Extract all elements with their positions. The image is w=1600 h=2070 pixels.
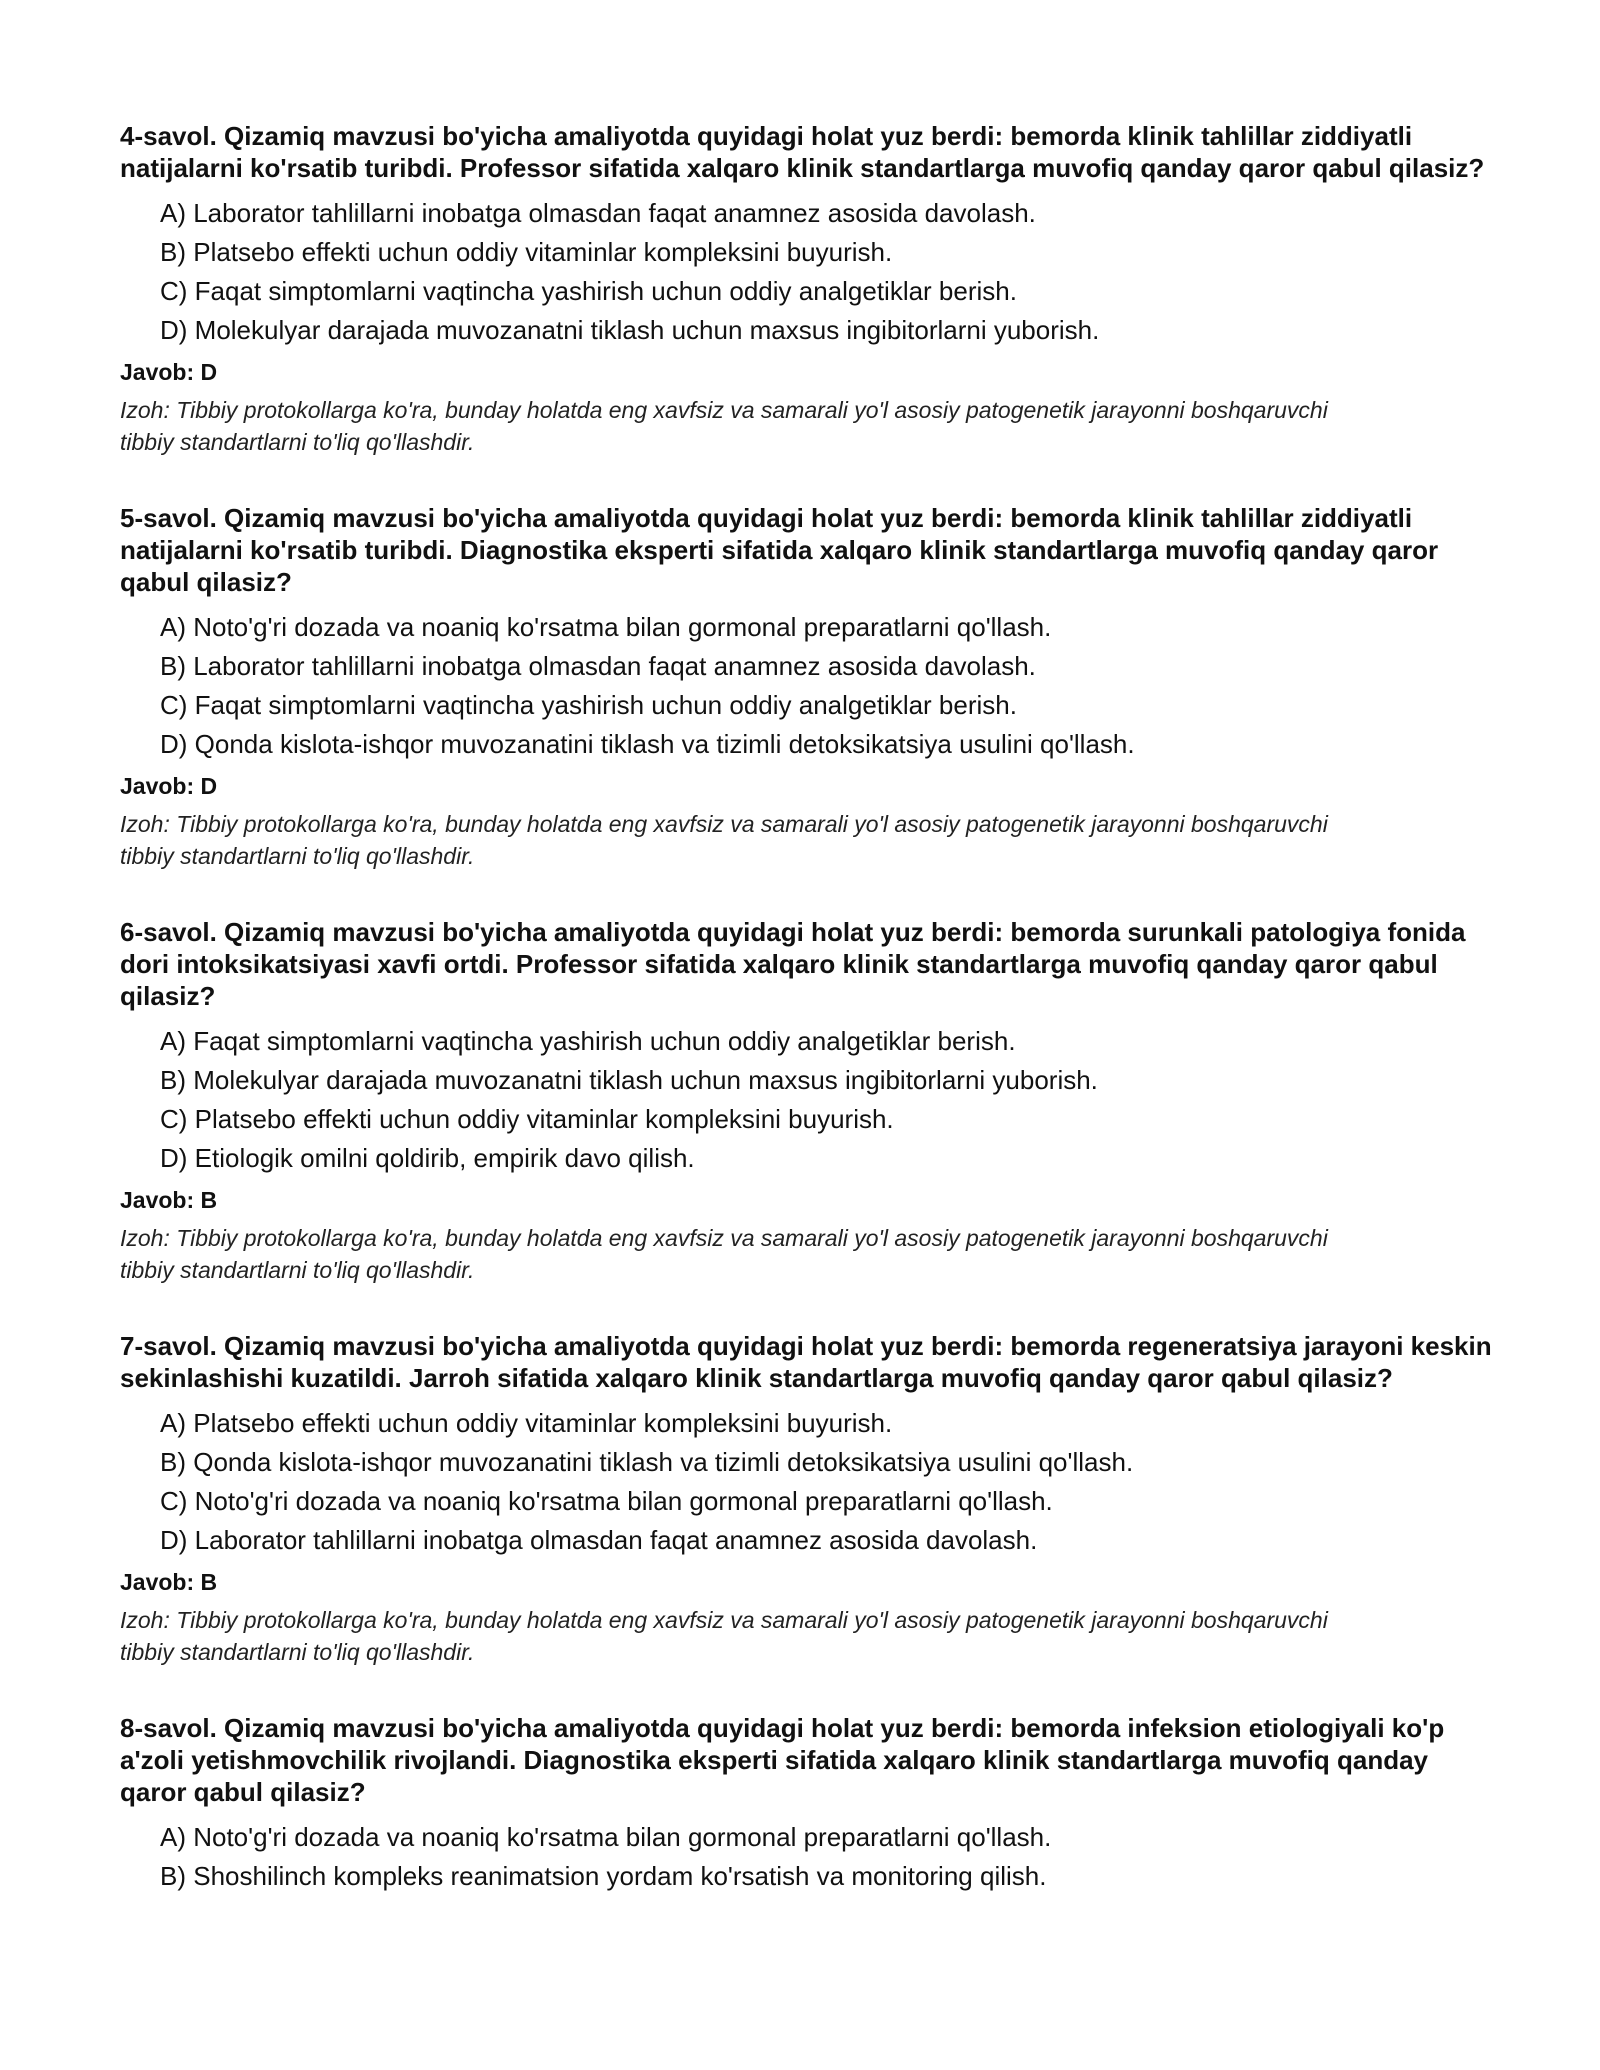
explanation-note: Izoh: Tibbiy protokollarga ko'ra, bunday holatda eng xavfsiz va samarali yo'l asosiy patogenetik jarayonni boshqaruvchi tibbiy standartlarni to'liq qo'llashdir. [120,1225,1328,1283]
question-title: 5-savol. Qizamiq mavzusi bo'yicha amaliyotda quyidagi holat yuz berdi: bemorda klinik tahlillar ziddiyatli natijalarni ko'rsatib turibdi. Diagnostika eksperti sifatida xalqaro klinik standartlarga muvofiq qanday qaror qabul qilasiz? [120,503,1439,597]
question-block [120,916,1500,1286]
option-b: B) Platsebo effekti uchun oddiy vitaminlar kompleksini buyurish. [160,237,893,267]
question-block [120,1330,1500,1668]
option-d: D) Qonda kislota-ishqor muvozanatini tiklash va tizimli detoksikatsiya usulini qo'llash. [160,729,1135,759]
option-list [120,1818,1500,1896]
option-c: C) Faqat simptomlarni vaqtincha yashirish uchun oddiy analgetiklar berish. [160,690,1017,720]
answer-label: Javob: B [120,1187,218,1213]
option-b: B) Molekulyar darajada muvozanatni tiklash uchun maxsus ingibitorlarni yuborish. [160,1065,1098,1095]
option-d: D) Molekulyar darajada muvozanatni tiklash uchun maxsus ingibitorlarni yuborish. [160,315,1100,345]
explanation-note: Izoh: Tibbiy protokollarga ko'ra, bunday holatda eng xavfsiz va samarali yo'l asosiy patogenetik jarayonni boshqaruvchi tibbiy standartlarni to'liq qo'llashdir. [120,811,1328,869]
question-title: 8-savol. Qizamiq mavzusi bo'yicha amaliyotda quyidagi holat yuz berdi: bemorda infeksion etiologiyali ko'p a'zoli yetishmovchilik rivojlandi. Diagnostika eksperti sifatida xalqaro klinik standartlarga muvofiq qanday qaror qabul qilasiz? [120,1713,1445,1807]
option-list [120,194,1500,350]
option-c: C) Noto'g'ri dozada va noaniq ko'rsatma bilan gormonal preparatlarni qo'llash. [160,1486,1053,1516]
option-d: D) Laborator tahlillarni inobatga olmasdan faqat anamnez asosida davolash. [160,1525,1038,1555]
option-b: B) Qonda kislota-ishqor muvozanatini tiklash va tizimli detoksikatsiya usulini qo'llash. [160,1447,1134,1477]
option-d: D) Etiologik omilni qoldirib, empirik davo qilish. [160,1143,695,1173]
option-list [120,1404,1500,1560]
option-list [120,608,1500,764]
option-a: A) Laborator tahlillarni inobatga olmasdan faqat anamnez asosida davolash. [160,198,1036,228]
answer-label: Javob: B [120,1569,218,1595]
explanation-note: Izoh: Tibbiy protokollarga ko'ra, bunday holatda eng xavfsiz va samarali yo'l asosiy patogenetik jarayonni boshqaruvchi tibbiy standartlarni to'liq qo'llashdir. [120,397,1328,455]
answer-label: Javob: D [120,359,218,385]
question-block [120,502,1500,872]
question-title: 7-savol. Qizamiq mavzusi bo'yicha amaliyotda quyidagi holat yuz berdi: bemorda regeneratsiya jarayoni keskin sekinlashishi kuzatildi. Jarroh sifatida xalqaro klinik standartlarga muvofiq qanday qaror qabul qilasiz? [120,1331,1492,1393]
question-block [120,1712,1500,1896]
option-a: A) Noto'g'ri dozada va noaniq ko'rsatma bilan gormonal preparatlarni qo'llash. [160,612,1052,642]
option-b: B) Shoshilinch kompleks reanimatsion yordam ko'rsatish va monitoring qilish. [160,1861,1047,1891]
option-a: A) Noto'g'ri dozada va noaniq ko'rsatma bilan gormonal preparatlarni qo'llash. [160,1822,1052,1852]
explanation-note: Izoh: Tibbiy protokollarga ko'ra, bunday holatda eng xavfsiz va samarali yo'l asosiy patogenetik jarayonni boshqaruvchi tibbiy standartlarni to'liq qo'llashdir. [120,1607,1328,1665]
answer-label: Javob: D [120,773,218,799]
question-title: 6-savol. Qizamiq mavzusi bo'yicha amaliyotda quyidagi holat yuz berdi: bemorda surunkali patologiya fonida dori intoksikatsiyasi xavfi ortdi. Professor sifatida xalqaro klinik standartlarga muvofiq qanday qaror qabul qilasiz? [120,917,1466,1011]
question-block [120,120,1500,458]
option-a: A) Faqat simptomlarni vaqtincha yashirish uchun oddiy analgetiklar berish. [160,1026,1016,1056]
option-b: B) Laborator tahlillarni inobatga olmasdan faqat anamnez asosida davolash. [160,651,1036,681]
option-list [120,1022,1500,1178]
question-title: 4-savol. Qizamiq mavzusi bo'yicha amaliyotda quyidagi holat yuz berdi: bemorda klinik tahlillar ziddiyatli natijalarni ko'rsatib turibdi. Professor sifatida xalqaro klinik standartlarga muvofiq qanday qaror qabul qilasiz? [120,121,1485,183]
option-c: C) Platsebo effekti uchun oddiy vitaminlar kompleksini buyurish. [160,1104,894,1134]
document-page [120,120,1500,1940]
option-c: C) Faqat simptomlarni vaqtincha yashirish uchun oddiy analgetiklar berish. [160,276,1017,306]
option-a: A) Platsebo effekti uchun oddiy vitaminlar kompleksini buyurish. [160,1408,893,1438]
